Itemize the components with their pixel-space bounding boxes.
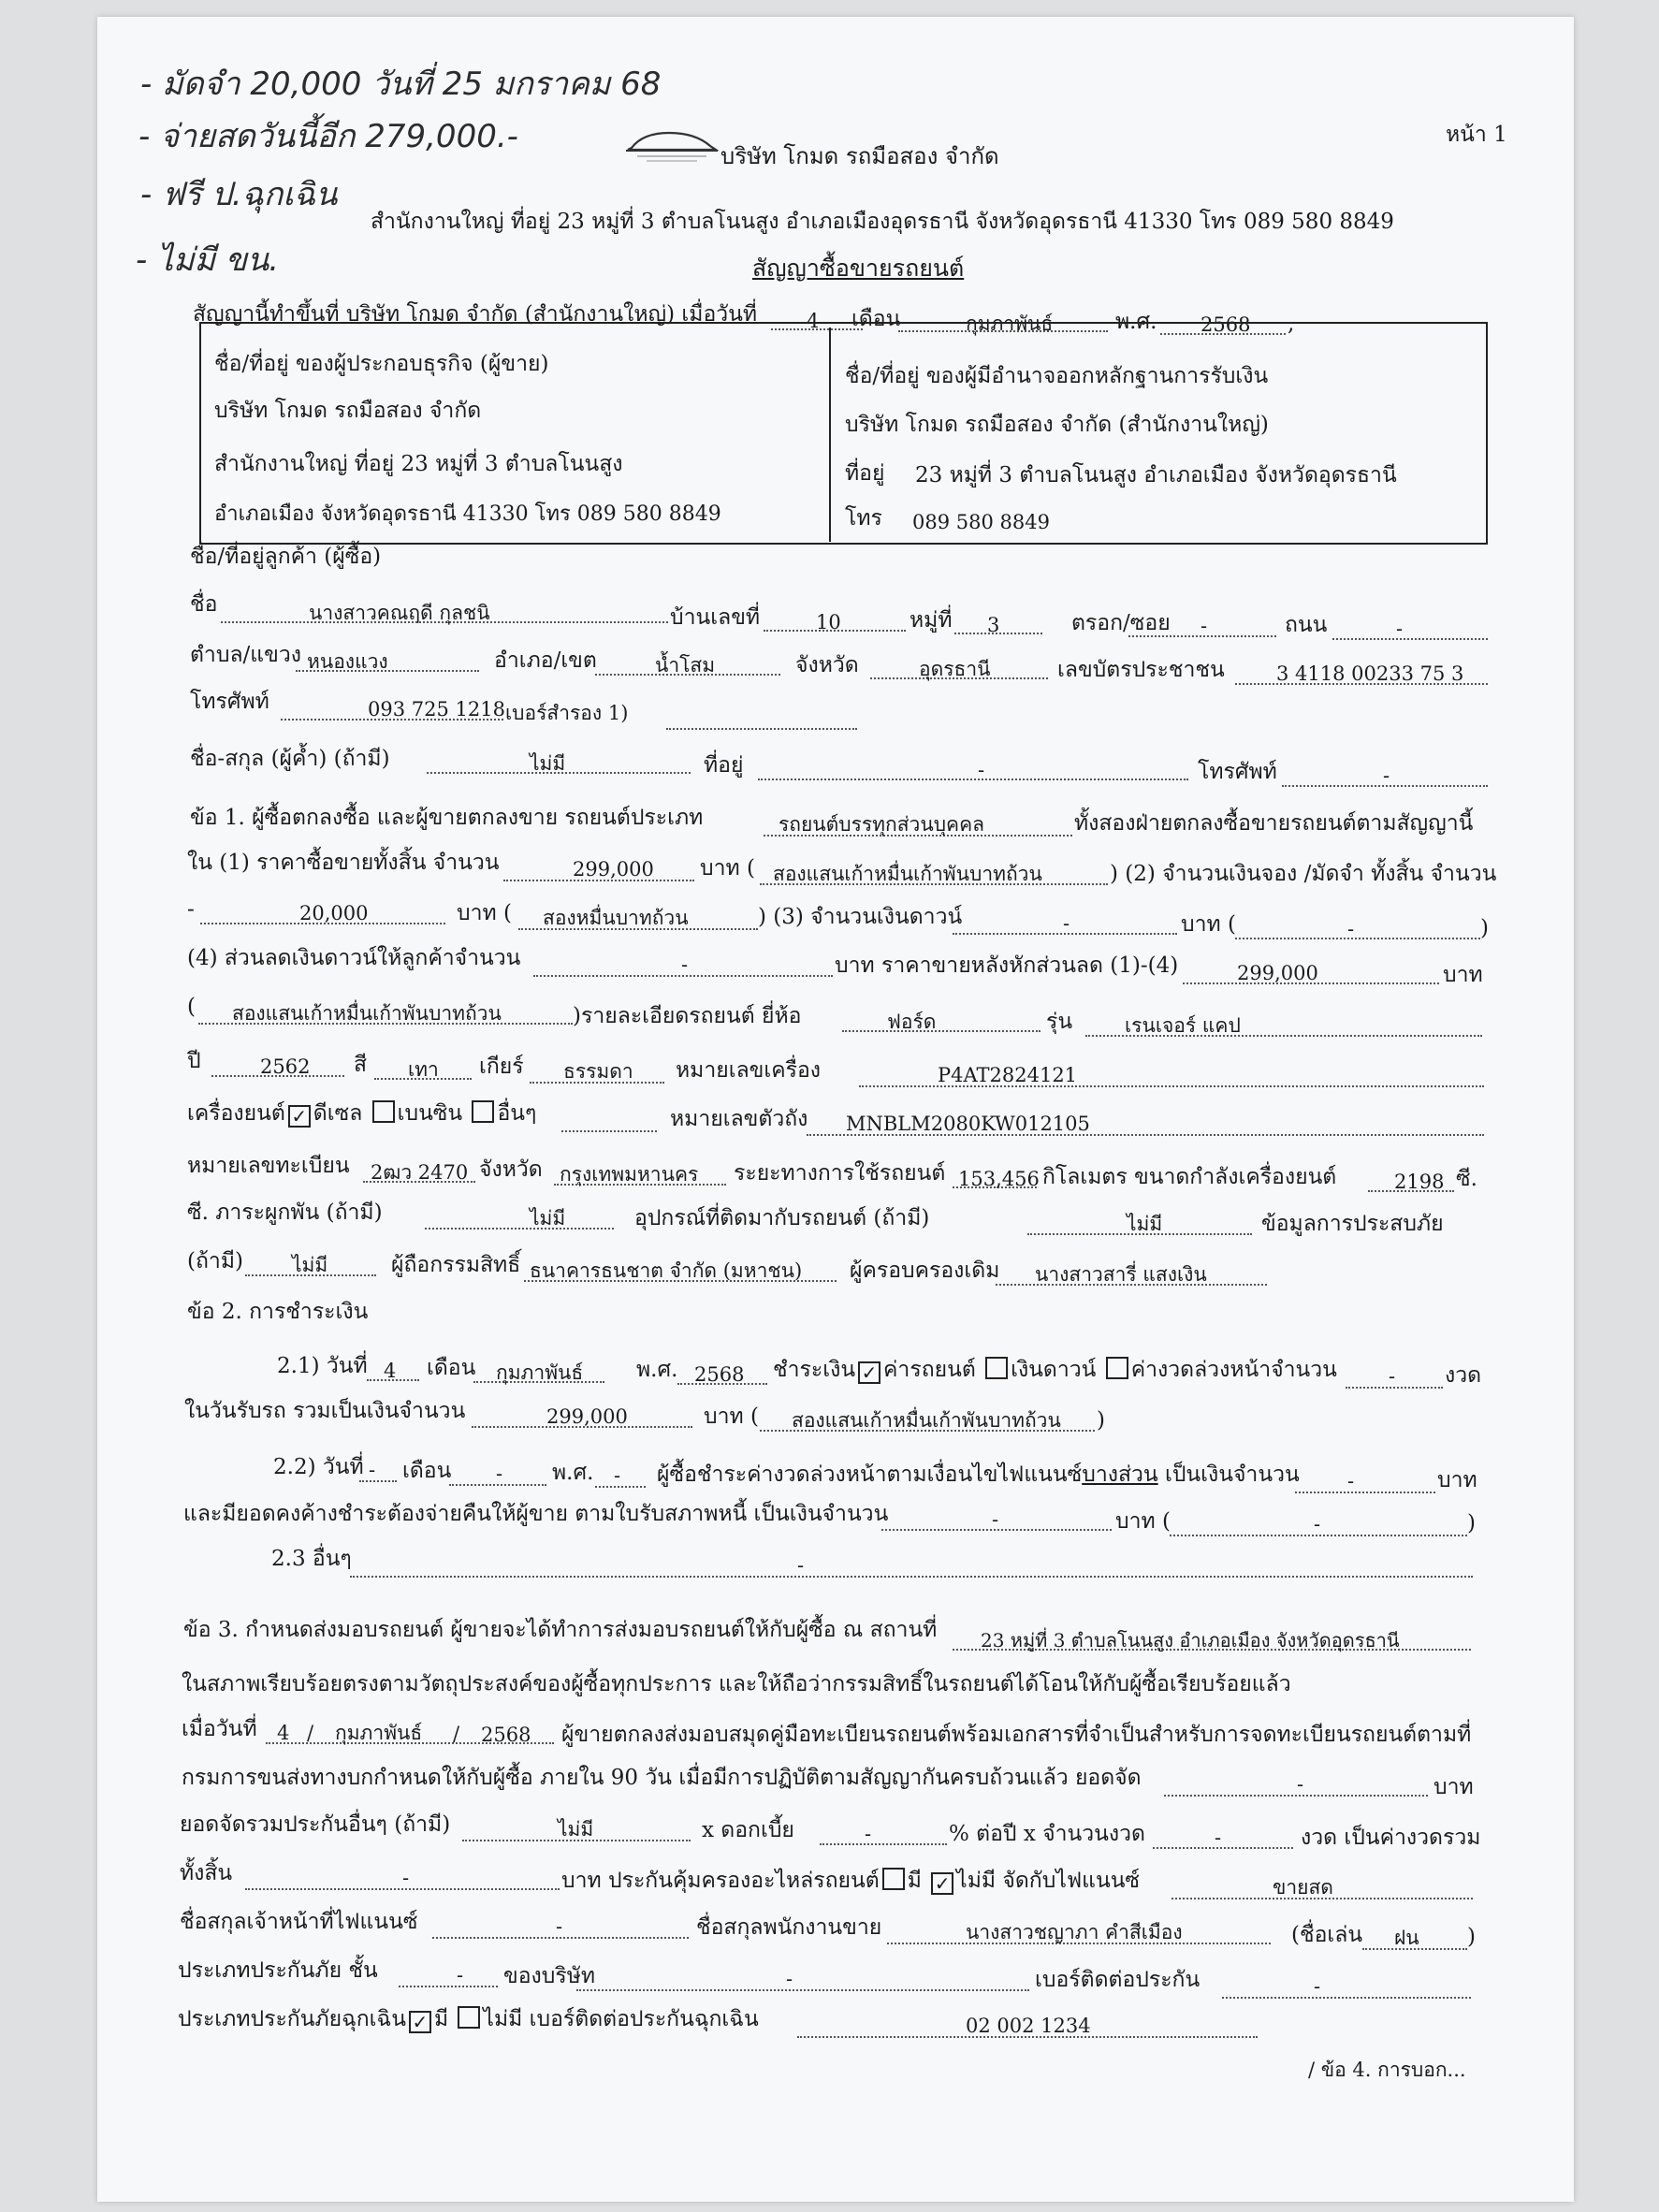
other-fuel-label: อื่นๆ xyxy=(497,1101,537,1126)
remain-label: และมียอดคงค้างชำระต้องจ่ายคืนให้ผู้ขาย ตามใบรับสภาพหนี้ เป็นเงินจำนวน xyxy=(183,1502,889,1526)
ins-company: - xyxy=(786,1968,793,1990)
interest-label: x ดอกเบี้ย xyxy=(702,1818,794,1842)
delivery-year: 2568 xyxy=(481,1724,531,1746)
buyer-id-label: เลขบัตรประชาชน xyxy=(1057,658,1225,682)
buyer-phone2-label: เบอร์สำรอง 1) xyxy=(505,702,629,724)
reg-province: กรุงเทพมหานคร xyxy=(560,1163,699,1186)
nickname-close: ) xyxy=(1467,1925,1476,1949)
clause1-line5a: )รายละเอียดรถยนต์ ยี่ห้อ xyxy=(573,1004,802,1028)
buyer-house-label: บ้านเลขที่ xyxy=(670,605,761,630)
accident: ไม่มี xyxy=(292,1254,328,1276)
clause3-line2: ในสภาพเรียบร้อยตรงตามวัตถุประสงค์ของผู้ซื้อทุกประการ และให้ถือว่ากรรมสิทธิ์ในรถยนต์ได้โอนให้กับผู้ซื้อเรียบร้อยแล้ว xyxy=(182,1672,1291,1696)
car-price-label: ค่ารถยนต์ xyxy=(883,1358,976,1382)
down-payment: - xyxy=(1063,912,1070,935)
benzin-checkbox[interactable] xyxy=(372,1100,395,1123)
other-payment: - xyxy=(797,1554,805,1577)
guarantor-phone: - xyxy=(1383,764,1390,787)
buyer-name: นางสาวคณฤดี กุลชนิ xyxy=(309,602,490,624)
handwritten-note-4: - ไม่มี ขน. xyxy=(136,241,280,279)
deposit: 20,000 xyxy=(299,902,369,924)
buyer-province: อุดรธานี xyxy=(919,658,991,680)
clause1-line4a: (4) ส่วนลดเงินดาวน์ให้ลูกค้าจำนวน xyxy=(187,946,521,970)
receive-label: ในวันรับรถ รวมเป็นเงินจำนวน xyxy=(184,1399,466,1423)
other-fuel-checkbox[interactable] xyxy=(472,1100,494,1123)
guarantor-addr-label: ที่อยู่ xyxy=(704,753,744,778)
down-words: - xyxy=(1347,918,1355,940)
payment2-year-label: พ.ศ. xyxy=(552,1461,594,1485)
intro-month: กุมภาพันธ์ xyxy=(966,313,1054,335)
accident-label: ข้อมูลการประสบภัย xyxy=(1261,1212,1444,1236)
price-baht-open: บาท ( xyxy=(700,856,755,880)
cc-unit: ซี. xyxy=(1456,1167,1477,1191)
net-words: สองแสนเก้าหมื่นเก้าพันบาทถ้วน xyxy=(232,1002,502,1025)
payment1-year: 2568 xyxy=(694,1363,745,1386)
remain-amount: - xyxy=(992,1508,999,1531)
payment2-partial: บางส่วน xyxy=(1082,1463,1158,1487)
emergency-phone-label: เบอร์ติดต่อประกันฉุกเฉิน xyxy=(529,2007,759,2031)
buyer-name-label: ชื่อ xyxy=(190,592,218,617)
car-color: เทา xyxy=(408,1058,439,1081)
car-type: รถยนต์บรรทุกส่วนบุคคล xyxy=(779,813,984,836)
other-ins-label: ยอดจัดรวมประกันอื่นๆ (ถ้ามี) xyxy=(180,1812,451,1837)
buyer-moo-label: หมู่ที่ xyxy=(910,608,953,633)
emergency-ins-row xyxy=(178,2006,759,2033)
installments: - xyxy=(1215,1826,1222,1849)
clause3-line4: กรมการขนส่งทางบกกำหนดให้กับผู้ซื้อ ภายใน 90 วัน เมื่อมีการปฏิบัติตามสัญญากันครบถ้วนแล้ว ยอดจัด xyxy=(182,1766,1142,1790)
buyer-road-label: ถนน xyxy=(1285,613,1328,637)
guarantor-phone-label: โทรศัพท์ xyxy=(1198,760,1277,784)
total-label: ทั้งสิ้น xyxy=(180,1861,233,1885)
receive-close: ) xyxy=(1097,1408,1105,1433)
finance-amount: - xyxy=(1297,1773,1304,1796)
handwritten-note-1: - มัดจำ 20,000 วันที่ 25 มกราคม 68 xyxy=(140,65,662,103)
benzin-label: เบนซิน xyxy=(397,1101,463,1126)
model-label: รุ่น xyxy=(1046,1010,1073,1034)
document-title: สัญญาซื้อขายรถยนต์ xyxy=(752,255,965,282)
year-label: ปี xyxy=(187,1049,201,1073)
reg-no: 2ฒว 2470 xyxy=(371,1161,469,1184)
emergency-phone: 02 002 1234 xyxy=(966,2015,1091,2037)
advance-label: ค่างวดล่วงหน้าจำนวน xyxy=(1130,1358,1337,1382)
gear-label: เกียร์ xyxy=(479,1055,524,1079)
deposit-baht-open: บาท ( xyxy=(457,901,512,925)
receipt-line1: บริษัท โกมด รถมือสอง จำกัด (สำนักงานใหญ่) xyxy=(845,413,1269,437)
owner: ธนาคารธนชาต จำกัด (มหาชน) xyxy=(530,1259,803,1282)
equipment-label: อุปกรณ์ที่ติดมากับรถยนต์ (ถ้ามี) xyxy=(634,1206,930,1230)
payment2-baht: บาท xyxy=(1437,1468,1477,1492)
payment1-year-label: พ.ศ. xyxy=(636,1358,678,1382)
prev-owner: นางสาวสารี่ แสงเงิน xyxy=(1035,1263,1207,1286)
receive-baht-open: บาท ( xyxy=(704,1404,759,1429)
company-name: บริษัท โกมด รถมือสอง จำกัด xyxy=(720,143,999,169)
buyer-phone: 093 725 1218 xyxy=(368,698,505,720)
chassis-label: หมายเลขตัวถัง xyxy=(670,1107,808,1131)
seller-line3: อำเภอเมือง จังหวัดอุดรธานี 41330 โทร 089 580 8849 xyxy=(214,502,721,526)
receive-amount: 299,000 xyxy=(546,1405,628,1428)
payment2-month: - xyxy=(496,1463,503,1485)
ins-phone-label: เบอร์ติดต่อประกัน xyxy=(1035,1968,1201,1992)
engine-type-row xyxy=(187,1100,536,1128)
model: เรนเจอร์ แคป xyxy=(1125,1014,1241,1037)
intro-year: 2568 xyxy=(1201,313,1251,336)
intro-month-label: เดือน xyxy=(851,307,901,331)
other-ins: ไม่มี xyxy=(558,1818,594,1841)
installment-sum-label: งวด เป็นค่างวดรวม xyxy=(1301,1826,1481,1850)
delivery-month: กุมภาพันธ์ xyxy=(335,1722,423,1744)
receipt-tel: 089 580 8849 xyxy=(912,511,1050,533)
advance-count: - xyxy=(1389,1365,1396,1388)
finance-baht: บาท xyxy=(1433,1775,1474,1799)
owner-label: ผู้ถือกรรมสิทธิ์ xyxy=(391,1253,521,1277)
payment1-day: 4 xyxy=(384,1360,397,1382)
delivery-day: 4 xyxy=(277,1722,290,1744)
parts-ins-no-checkbox[interactable]: ✓ xyxy=(931,1872,953,1895)
diesel-label: ดีเซล xyxy=(313,1101,363,1126)
handwritten-note-2: - จ่ายสดวันนี้อีก 279,000.- xyxy=(138,118,518,155)
clause2-heading: ข้อ 2. การชำระเงิน xyxy=(187,1300,369,1324)
down-baht-open: บาท ( xyxy=(1181,912,1236,937)
ins-class-label: ประเภทประกันภัย ชั้น xyxy=(178,1958,378,1983)
reg-province-label: จังหวัด xyxy=(479,1157,543,1182)
net-words-open: ( xyxy=(187,995,196,1019)
net-baht: บาท xyxy=(1443,963,1483,987)
page-number: หน้า 1 xyxy=(1446,123,1507,147)
clause1-line4b: บาท ราคาขายหลังหักส่วนลด (1)-(4) xyxy=(835,953,1179,978)
buyer-soi: - xyxy=(1201,615,1208,637)
car-year: 2562 xyxy=(260,1055,311,1078)
payment2-text xyxy=(657,1462,1300,1488)
remain-words: - xyxy=(1314,1513,1321,1535)
receipt-heading: ชื่อ/ที่อยู่ ของผู้มีอำนาจออกหลักฐานการรับเงิน xyxy=(845,364,1269,388)
seller-line2: สำนักงานใหญ่ ที่อยู่ 23 หมู่ที่ 3 ตำบลโนนสูง xyxy=(214,452,623,476)
engine-no-label: หมายเลขเครื่อง xyxy=(676,1058,822,1083)
finance-officer: - xyxy=(556,1915,563,1938)
clause1-line1b: ทั้งสองฝ่ายตกลงซื้อขายรถยนต์ตามสัญญานี้ xyxy=(1074,811,1474,836)
nickname-label: (ชื่อเล่น xyxy=(1291,1923,1363,1947)
payment2-month-label: เดือน xyxy=(402,1459,452,1483)
payment2-year: - xyxy=(614,1464,621,1487)
delivery-place: 23 หมู่ที่ 3 ตำบลโนนสูง อำเภอเมือง จังหวัดอุดรธานี xyxy=(981,1629,1400,1652)
emergency-yes: มี xyxy=(433,2007,449,2031)
emergency-yes-checkbox[interactable]: ✓ xyxy=(409,2011,431,2033)
payment2-amount-label: เป็นเงินจำนวน xyxy=(1164,1463,1300,1487)
deposit-dash: - xyxy=(187,897,195,922)
buyer-house: 10 xyxy=(816,611,841,633)
clause3-line3b: ผู้ขายตกลงส่งมอบสมุดคู่มือทะเบียนรถยนต์พร้อมเอกสารที่จำเป็นสำหรับการจดทะเบียนรถยนต์ตามที่ xyxy=(561,1723,1472,1747)
seller-heading: ชื่อ/ที่อยู่ ของผู้ประกอบธุรกิจ (ผู้ขาย) xyxy=(214,352,549,376)
finance-officer-label: ชื่อสกุลเจ้าหน้าที่ไฟแนนซ์ xyxy=(180,1910,418,1934)
reg-label: หมายเลขทะเบียน xyxy=(187,1154,350,1178)
discount: - xyxy=(681,953,689,976)
buyer-province-label: จังหวัด xyxy=(795,653,859,677)
continue-note: / ข้อ 4. การบอก... xyxy=(1308,2059,1466,2081)
ins-company-label: ของบริษัท xyxy=(503,1964,596,1988)
gear: ธรรมดา xyxy=(563,1060,633,1083)
engine-no: P4AT2824121 xyxy=(938,1064,1078,1086)
emergency-ins-label: ประเภทประกันภัยฉุกเฉิน xyxy=(178,2007,406,2031)
receipt-addr: 23 หมู่ที่ 3 ตำบลโนนสูง อำเภอเมือง จังหวัดอุดรธานี xyxy=(915,463,1397,488)
buyer-tambon-label: ตำบล/แขวง xyxy=(190,643,301,667)
car-price-checkbox[interactable]: ✓ xyxy=(858,1361,880,1384)
color-label: สี xyxy=(354,1053,368,1077)
receive-words: สองแสนเก้าหมื่นเก้าพันบาทถ้วน xyxy=(792,1409,1061,1432)
equipment: ไม่มี xyxy=(1127,1213,1163,1235)
remain-baht-open: บาท ( xyxy=(1115,1509,1171,1534)
buyer-phone-label: โทรศัพท์ xyxy=(190,690,269,714)
ins-class: - xyxy=(457,1964,464,1986)
sales-name: นางสาวชญาภา คำสีเมือง xyxy=(966,1921,1183,1943)
down-close: ) xyxy=(1480,916,1489,940)
nickname: ฝน xyxy=(1394,1927,1419,1949)
finance-co-label: จัดกับไฟแนนซ์ xyxy=(1002,1869,1141,1893)
mileage-label: ระยะทางการใช้รถยนต์ xyxy=(734,1161,946,1186)
clause1-line2a: ใน (1) ราคาซื้อขายทั้งสิ้น จำนวน xyxy=(187,851,500,875)
handwritten-note-3: - ฟรี ป.ฉุกเฉิน xyxy=(140,176,338,213)
finance-company: ขายสด xyxy=(1273,1876,1333,1899)
engine-cc: 2198 xyxy=(1394,1171,1445,1193)
price: 299,000 xyxy=(573,858,654,880)
pay-label: ชำระเงิน xyxy=(773,1358,856,1382)
prev-owner-label: ผู้ครอบครองเดิม xyxy=(850,1259,1000,1283)
advance-checkbox[interactable] xyxy=(1106,1357,1128,1379)
brand: ฟอร์ด xyxy=(887,1011,937,1033)
emergency-no-checkbox[interactable] xyxy=(458,2006,480,2029)
accident-label2: (ถ้ามี) xyxy=(187,1249,243,1273)
encumbrance-label: ซี. ภาระผูกพัน (ถ้ามี) xyxy=(187,1201,383,1225)
clause1-line3b: ) (3) จำนวนเงินดาวน์ xyxy=(758,905,963,929)
clause1-line2b: ) (2) จำนวนเงินจอง /มัดจำ ทั้งสิ้น จำนวน xyxy=(1110,862,1497,886)
guarantor-addr: - xyxy=(978,759,985,781)
installments-label: % ต่อปี x จำนวนงวด xyxy=(949,1822,1145,1846)
price-words: สองแสนเก้าหมื่นเก้าพันบาทถ้วน xyxy=(773,863,1042,885)
parts-ins-no: ไม่มี xyxy=(956,1869,997,1893)
delivery-slash1: / xyxy=(307,1722,314,1744)
company-logo xyxy=(622,125,721,168)
intro-day: 4 xyxy=(807,310,820,332)
buyer-moo: 3 xyxy=(987,614,1000,636)
seller-line1: บริษัท โกมด รถมือสอง จำกัด xyxy=(214,399,482,423)
payment1-date-label: 2.1) วันที่ xyxy=(277,1354,368,1378)
chassis-no: MNBLM2080KW012105 xyxy=(846,1113,1090,1135)
clause1-line1a: ข้อ 1. ผู้ซื้อตกลงซื้อ และผู้ขายตกลงขาย รถยนต์ประเภท xyxy=(190,806,704,830)
buyer-heading: ชื่อ/ที่อยู่ลูกค้า (ผู้ซื้อ) xyxy=(190,545,382,569)
sales-label: ชื่อสกุลพนักงานขาย xyxy=(696,1915,882,1940)
buyer-id: 3 4118 00233 75 3 xyxy=(1276,662,1464,685)
interest: - xyxy=(865,1823,872,1845)
payment2-condition: ผู้ซื้อชำระค่างวดล่วงหน้าตามเงื่อนไขไฟแนนซ์ xyxy=(657,1463,1083,1487)
payment1-month: กุมภาพันธ์ xyxy=(496,1361,584,1384)
delivery-slash2: / xyxy=(453,1723,460,1745)
diesel-checkbox[interactable]: ✓ xyxy=(288,1105,311,1128)
buyer-road: - xyxy=(1396,618,1404,640)
mileage: 153,456 xyxy=(958,1168,1040,1190)
delivery-date-label: เมื่อวันที่ xyxy=(182,1717,257,1741)
payment1-row xyxy=(277,1353,368,1379)
parts-ins-label: บาท ประกันคุ้มครองอะไหล่รถยนต์ xyxy=(561,1869,880,1893)
emergency-no: ไม่มี xyxy=(483,2007,523,2031)
receipt-tel-label: โทร xyxy=(845,506,882,531)
parts-ins-yes-checkbox[interactable] xyxy=(882,1868,905,1890)
guarantor-label: ชื่อ-สกุล (ผู้ค้ำ) (ถ้ามี) xyxy=(190,747,390,771)
ins-phone: - xyxy=(1314,1975,1321,1998)
parts-ins-yes: มี xyxy=(907,1869,922,1893)
clause3-line1: ข้อ 3. กำหนดส่งมอบรถยนต์ ผู้ขายจะได้ทำการส่งมอบรถยนต์ให้กับผู้ซื้อ ณ สถานที่ xyxy=(183,1618,938,1642)
down-payment-label: เงินดาวน์ xyxy=(1011,1358,1097,1382)
encumbrance: ไม่มี xyxy=(530,1207,566,1230)
parts-ins-row xyxy=(561,1868,1140,1895)
intro-year-label: พ.ศ. xyxy=(1115,310,1157,334)
period-label: งวด xyxy=(1445,1363,1482,1388)
payment1-options xyxy=(773,1357,1337,1384)
total: - xyxy=(402,1867,410,1889)
buyer-tambon: หนองแวง xyxy=(307,650,388,673)
buyer-amphoe: น้ำโสม xyxy=(655,654,716,677)
payment2-day: - xyxy=(369,1459,376,1481)
guarantor: ไม่มี xyxy=(530,752,566,775)
buyer-soi-label: ตรอก/ซอย xyxy=(1071,611,1171,635)
payment2-amount: - xyxy=(1347,1470,1355,1492)
payment2-date-label: 2.2) วันที่ xyxy=(273,1455,364,1479)
km-label: กิโลเมตร ขนาดกำลังเครื่องยนต์ xyxy=(1042,1165,1337,1189)
payment1-month-label: เดือน xyxy=(427,1356,476,1380)
company-address: สำนักงานใหญ่ ที่อยู่ 23 หมู่ที่ 3 ตำบลโนนสูง อำเภอเมืองอุดรธานี จังหวัดอุดรธานี 41330 โทร 089 580 8849 xyxy=(371,210,1394,234)
intro-text: สัญญานี้ทำขึ้นที่ บริษัท โกมด จำกัด (สำนักงานใหญ่) เมื่อวันที่ xyxy=(193,302,758,327)
intro-comma: , xyxy=(1288,312,1295,336)
other-payment-label: 2.3 อื่นๆ xyxy=(271,1547,352,1571)
buyer-amphoe-label: อำเภอ/เขต xyxy=(494,648,597,673)
deposit-words: สองหมื่นบาทถ้วน xyxy=(543,907,689,929)
net-price: 299,000 xyxy=(1237,962,1318,984)
remain-close: ) xyxy=(1467,1511,1476,1535)
down-payment-checkbox[interactable] xyxy=(985,1357,1008,1379)
receipt-addr-label: ที่อยู่ xyxy=(845,461,885,486)
engine-type-label: เครื่องยนต์ xyxy=(187,1101,285,1126)
